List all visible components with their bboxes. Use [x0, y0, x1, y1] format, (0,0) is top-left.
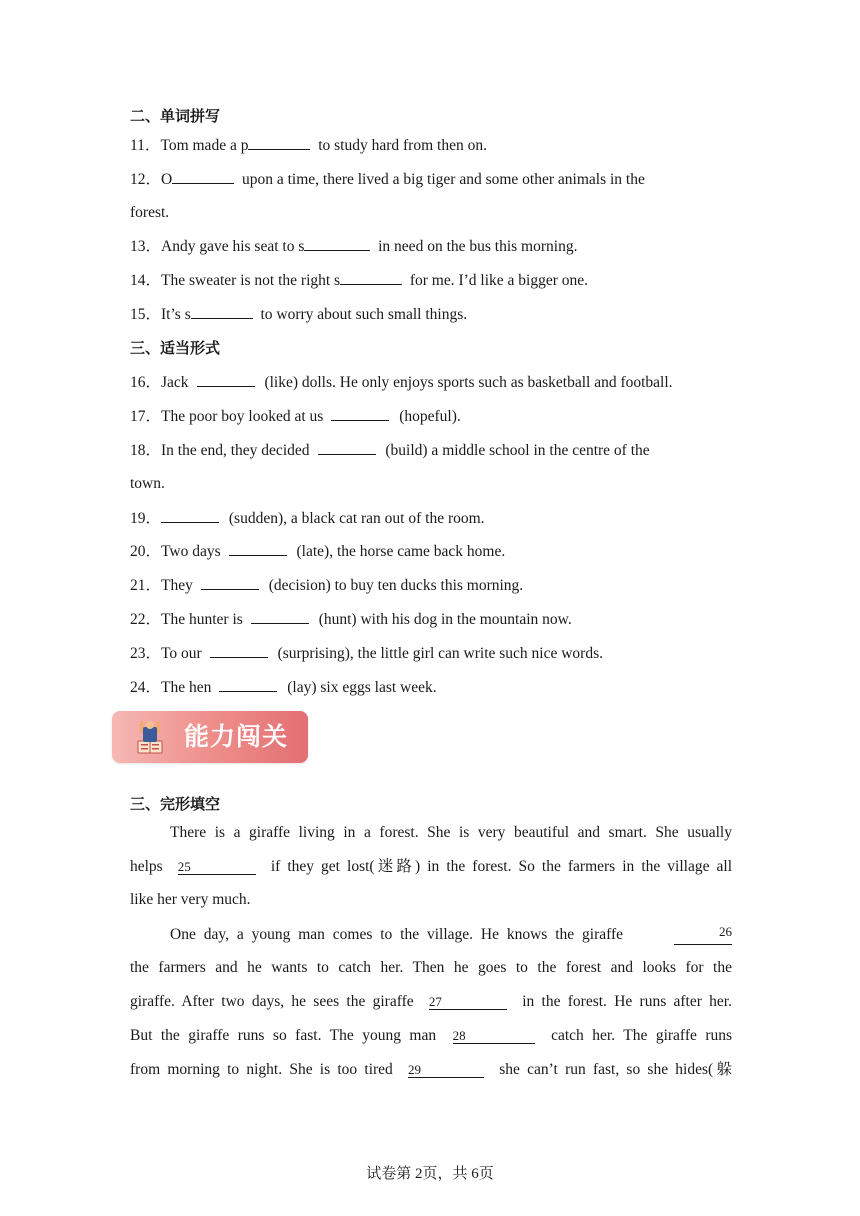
answer-blank[interactable] [219, 677, 277, 692]
cloze-p2-line4: But the giraffe runs so fast. The young man 28 catch her. The giraffe runs [130, 1027, 733, 1044]
answer-blank[interactable] [331, 406, 389, 421]
answer-blank[interactable] [191, 304, 253, 319]
question-23: 23．To our (surprising), the little girl can write such nice words. [130, 645, 603, 662]
answer-blank[interactable] [161, 508, 219, 523]
section-title-cloze: 三、完形填空 [130, 795, 221, 813]
cloze-p2-line2: the farmers and he wants to catch her. Then he goes to the forest and looks for the [130, 959, 732, 976]
section-title-spelling: 二、单词拼写 [130, 107, 221, 125]
question-18-continuation: town. [130, 475, 165, 492]
cloze-blank-29[interactable]: 29 [408, 1063, 484, 1078]
question-13: 13．Andy gave his seat to s in need on the bus this morning. [130, 238, 578, 255]
cloze-p2-line1: One day, a young man comes to the village. He knows the giraffe 26 [170, 924, 732, 943]
question-15: 15．It’s s to worry about such small things. [130, 306, 468, 323]
question-19: 19． (sudden), a black cat ran out of the room. [130, 510, 485, 527]
banner-title: 能力闯关 [184, 722, 289, 751]
answer-blank[interactable] [201, 575, 259, 590]
answer-blank[interactable] [318, 440, 376, 455]
question-12: 12．O upon a time, there lived a big tiger and some other animals in the [130, 171, 645, 188]
section-title-word-forms: 三、适当形式 [130, 339, 221, 357]
cloze-blank-25[interactable]: 25 [178, 860, 256, 875]
cloze-p2-line5: from morning to night. She is too tired 29 she can’t run fast, so she hides(躲 [130, 1061, 733, 1078]
answer-blank[interactable] [172, 169, 234, 184]
question-20: 20．Two days (late), the horse came back home. [130, 543, 506, 560]
cloze-p2-line3: giraffe. After two days, he sees the giraffe 27 in the forest. He runs after her. [130, 993, 732, 1010]
question-16: 16．Jack (like) dolls. He only enjoys sports such as basketball and football. [130, 374, 673, 391]
question-22: 22．The hunter is (hunt) with his dog in the mountain now. [130, 611, 572, 628]
answer-blank[interactable] [304, 236, 370, 251]
answer-blank[interactable] [210, 643, 268, 658]
question-21: 21．They (decision) to buy ten ducks this morning. [130, 577, 524, 594]
answer-blank[interactable] [229, 541, 287, 556]
cloze-blank-27[interactable]: 27 [429, 995, 507, 1010]
reading-book-icon [134, 719, 166, 755]
answer-blank[interactable] [248, 135, 310, 150]
question-24: 24．The hen (lay) six eggs last week. [130, 679, 437, 696]
cloze-p1-line2: helps 25 if they get lost(迷路) in the forest. So the farmers in the village all [130, 858, 733, 875]
cloze-p1-line3: like her very much. [130, 891, 251, 908]
answer-blank[interactable] [340, 270, 402, 285]
answer-blank[interactable] [251, 609, 309, 624]
cloze-p1-line1: There is a giraffe living in a forest. She is very beautiful and smart. She usually [170, 824, 732, 841]
question-12-continuation: forest. [130, 204, 170, 221]
question-17: 17．The poor boy looked at us (hopeful). [130, 408, 461, 425]
question-11: 11．Tom made a p to study hard from then on. [130, 137, 487, 154]
cloze-blank-26[interactable]: 26 [674, 925, 732, 945]
question-14: 14．The sweater is not the right s for me. I’d like a bigger one. [130, 272, 589, 289]
cloze-blank-28[interactable]: 28 [453, 1029, 535, 1044]
ability-challenge-banner [112, 711, 308, 763]
answer-blank[interactable] [197, 372, 255, 387]
page-footer: 试卷第 2页，共 6页 [366, 1166, 494, 1182]
question-18: 18．In the end, they decided (build) a middle school in the centre of the [130, 442, 650, 459]
